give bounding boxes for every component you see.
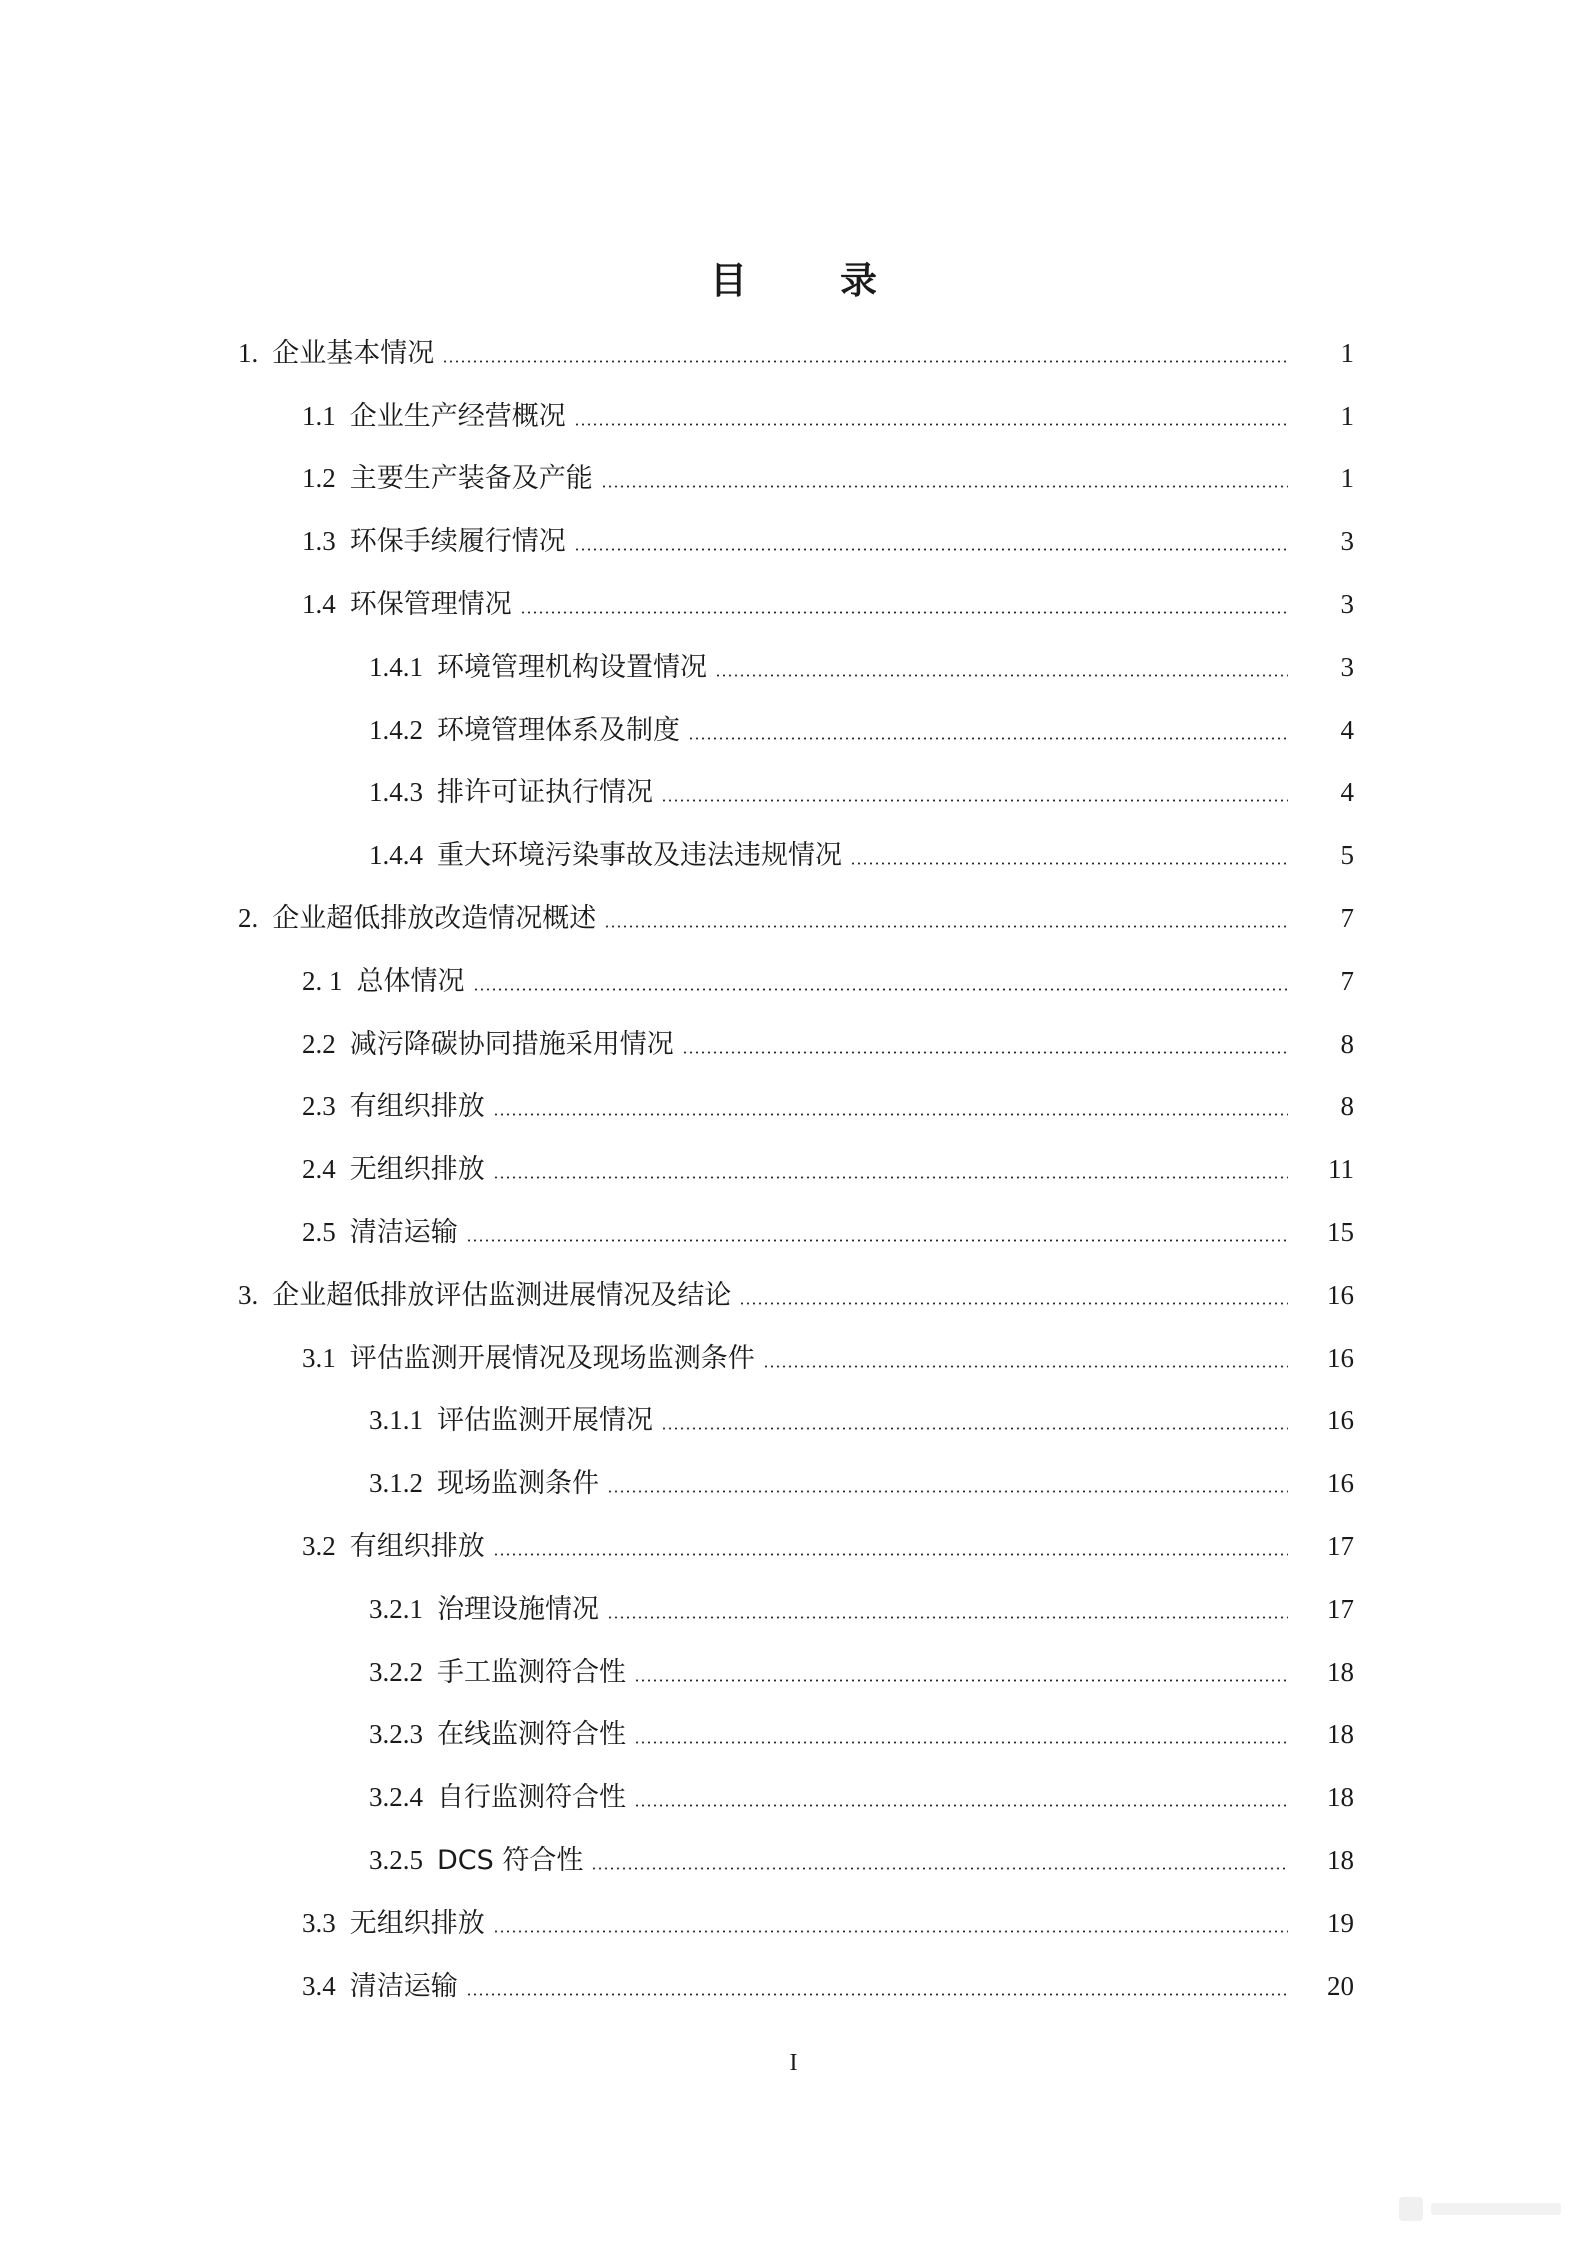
toc-entry[interactable] [0,573,1587,636]
toc-entry-number: 1. [238,337,259,368]
toc-entry-title: 清洁运输 [349,1970,458,2002]
toc-entry[interactable] [0,1452,1587,1515]
toc-entry-number: 3.2 [302,1531,336,1562]
toc-entry-number: 2.3 [302,1091,336,1122]
toc-entry[interactable] [0,1955,1587,2018]
toc-dot-leader [574,423,1288,426]
toc-entry-number: 1.4.3 [369,777,423,808]
toc-dot-leader [661,1427,1288,1430]
toc-entry[interactable] [0,1829,1587,1892]
toc-entry-number: 2. [238,903,259,934]
toc-dot-leader [493,1553,1288,1556]
toc-entry-page: 5 [1340,840,1354,871]
toc-list [0,322,1587,2018]
toc-entry[interactable] [0,322,1587,385]
toc-entry-page: 1 [1340,463,1354,494]
toc-entry-number: 1.4.2 [369,714,423,745]
toc-entry-page: 4 [1340,777,1354,808]
toc-entry[interactable] [0,887,1587,950]
toc-entry-title: 总体情况 [356,965,465,997]
toc-dot-leader [574,548,1288,551]
toc-entry-number: 3.2.5 [369,1845,423,1876]
toc-entry-number: 1.4.4 [369,840,423,871]
toc-entry-title: 无组织排放 [349,1907,485,1939]
toc-dot-leader [466,1993,1288,1996]
toc-entry-page: 18 [1327,1719,1354,1750]
toc-entry-title: 有组织排放 [349,1531,485,1563]
toc-entry-title: 企业生产经营概况 [349,400,566,432]
toc-entry-page: 16 [1327,1279,1354,1310]
toc-entry-title: 现场监测条件 [437,1468,599,1500]
toc-entry-page: 3 [1340,651,1354,682]
toc-entry-page: 8 [1340,1028,1354,1059]
toc-entry[interactable] [0,699,1587,762]
toc-entry[interactable] [0,762,1587,825]
toc-entry-title: 环境管理机构设置情况 [437,651,707,683]
toc-entry[interactable] [0,1327,1587,1390]
toc-dot-leader [601,485,1288,488]
toc-entry-page: 7 [1340,965,1354,996]
toc-entry-page: 8 [1340,1091,1354,1122]
toc-entry-title: 环保管理情况 [349,589,512,621]
toc-entry-page: 7 [1340,903,1354,934]
toc-entry-number: 1.3 [302,526,336,557]
toc-entry-title: DCS 符合性 [437,1845,584,1877]
toc-entry-title: 有组织排放 [349,1091,485,1123]
toc-entry[interactable] [0,1264,1587,1327]
toc-entry-number: 3.2.2 [369,1656,423,1687]
toc-dot-leader [493,1176,1288,1179]
toc-entry-title: 企业基本情况 [272,337,435,369]
toc-dot-leader [661,799,1288,802]
toc-entry-page: 3 [1340,589,1354,620]
toc-entry[interactable] [0,1138,1587,1201]
toc-entry-title: 评估监测开展情况 [437,1405,653,1437]
toc-dot-leader [763,1365,1288,1368]
toc-entry-number: 3.4 [302,1970,336,2001]
toc-entry-page: 18 [1327,1782,1354,1813]
toc-entry-number: 2. 1 [302,965,343,996]
toc-entry[interactable] [0,1704,1587,1767]
toc-entry-title: 减污降碳协同措施采用情况 [349,1028,674,1060]
toc-entry-title: 环境管理体系及制度 [437,714,680,746]
toc-entry-number: 1.1 [302,400,336,431]
toc-entry[interactable] [0,636,1587,699]
toc-entry[interactable] [0,1641,1587,1704]
toc-dot-leader [493,1930,1288,1933]
toc-dot-leader [473,988,1289,991]
toc-entry[interactable] [0,385,1587,448]
toc-entry-page: 16 [1327,1405,1354,1436]
toc-dot-leader [739,1302,1288,1305]
toc-entry-number: 3.2.4 [369,1782,423,1813]
toc-entry[interactable] [0,1578,1587,1641]
toc-entry-page: 18 [1327,1845,1354,1876]
watermark-logo [1397,2191,1567,2227]
toc-entry[interactable] [0,824,1587,887]
toc-dot-leader [607,1490,1288,1493]
toc-entry-number: 3.2.3 [369,1719,423,1750]
toc-entry[interactable] [0,1076,1587,1139]
toc-entry-title: 自行监测符合性 [437,1782,626,1814]
toc-dot-leader [604,925,1288,928]
toc-entry-page: 11 [1328,1154,1354,1185]
toc-entry-number: 2.4 [302,1154,336,1185]
toc-entry-title: 主要生产装备及产能 [349,463,593,495]
toc-dot-leader [634,1741,1288,1744]
toc-entry[interactable] [0,1013,1587,1076]
toc-entry[interactable] [0,1515,1587,1578]
toc-entry[interactable] [0,1201,1587,1264]
toc-entry-page: 3 [1340,526,1354,557]
toc-dot-leader [466,1239,1288,1242]
toc-entry-number: 1.2 [302,463,336,494]
toc-dot-leader [850,862,1288,865]
toc-entry-page: 16 [1327,1468,1354,1499]
toc-entry[interactable] [0,1766,1587,1829]
page-number: I [789,2050,798,2076]
toc-entry-title: 治理设施情况 [437,1593,599,1625]
toc-entry-page: 16 [1327,1342,1354,1373]
toc-entry[interactable] [0,1390,1587,1453]
toc-entry-page: 20 [1327,1970,1354,2001]
toc-entry-number: 3.2.1 [369,1593,423,1624]
toc-entry-title: 评估监测开展情况及现场监测条件 [349,1342,755,1374]
toc-entry-number: 3. [238,1279,259,1310]
toc-entry-title: 清洁运输 [349,1217,458,1249]
toc-entry[interactable] [0,950,1587,1013]
toc-dot-leader [682,1051,1288,1054]
toc-entry[interactable] [0,1892,1587,1955]
toc-entry-page: 18 [1327,1656,1354,1687]
toc-entry-page: 17 [1327,1531,1354,1562]
toc-entry-number: 3.3 [302,1907,336,1938]
toc-entry-title: 手工监测符合性 [437,1656,626,1688]
toc-entry-number: 3.1.2 [369,1468,423,1499]
toc-entry-page: 4 [1340,714,1354,745]
toc-dot-leader [493,1113,1288,1116]
toc-entry-title: 无组织排放 [349,1154,485,1186]
toc-entry-page: 17 [1327,1593,1354,1624]
toc-dot-leader [442,360,1288,363]
toc-dot-leader [715,674,1288,677]
toc-entry-title: 企业超低排放评估监测进展情况及结论 [272,1279,732,1311]
toc-entry-title: 排许可证执行情况 [437,777,653,809]
toc-dot-leader [520,611,1288,614]
toc-entry-title: 在线监测符合性 [437,1719,626,1751]
toc-title: 目 录 [710,259,905,302]
toc-entry-number: 1.4 [302,589,336,620]
toc-entry-title: 环保手续履行情况 [349,526,566,558]
toc-entry[interactable] [0,448,1587,511]
toc-entry-page: 1 [1340,400,1354,431]
toc-dot-leader [634,1679,1288,1682]
toc-entry-number: 2.2 [302,1028,336,1059]
toc-entry-number: 3.1 [302,1342,336,1373]
toc-entry-number: 1.4.1 [369,651,423,682]
toc-entry[interactable] [0,510,1587,573]
toc-dot-leader [591,1867,1288,1870]
toc-dot-leader [688,737,1288,740]
toc-dot-leader [607,1616,1288,1619]
toc-entry-page: 15 [1327,1217,1354,1248]
toc-entry-title: 企业超低排放改造情况概述 [272,903,597,935]
toc-entry-page: 1 [1340,337,1354,368]
toc-entry-number: 2.5 [302,1217,336,1248]
toc-dot-leader [634,1804,1288,1807]
toc-entry-page: 19 [1327,1907,1354,1938]
toc-entry-number: 3.1.1 [369,1405,423,1436]
toc-entry-title: 重大环境污染事故及违法违规情况 [437,840,842,872]
